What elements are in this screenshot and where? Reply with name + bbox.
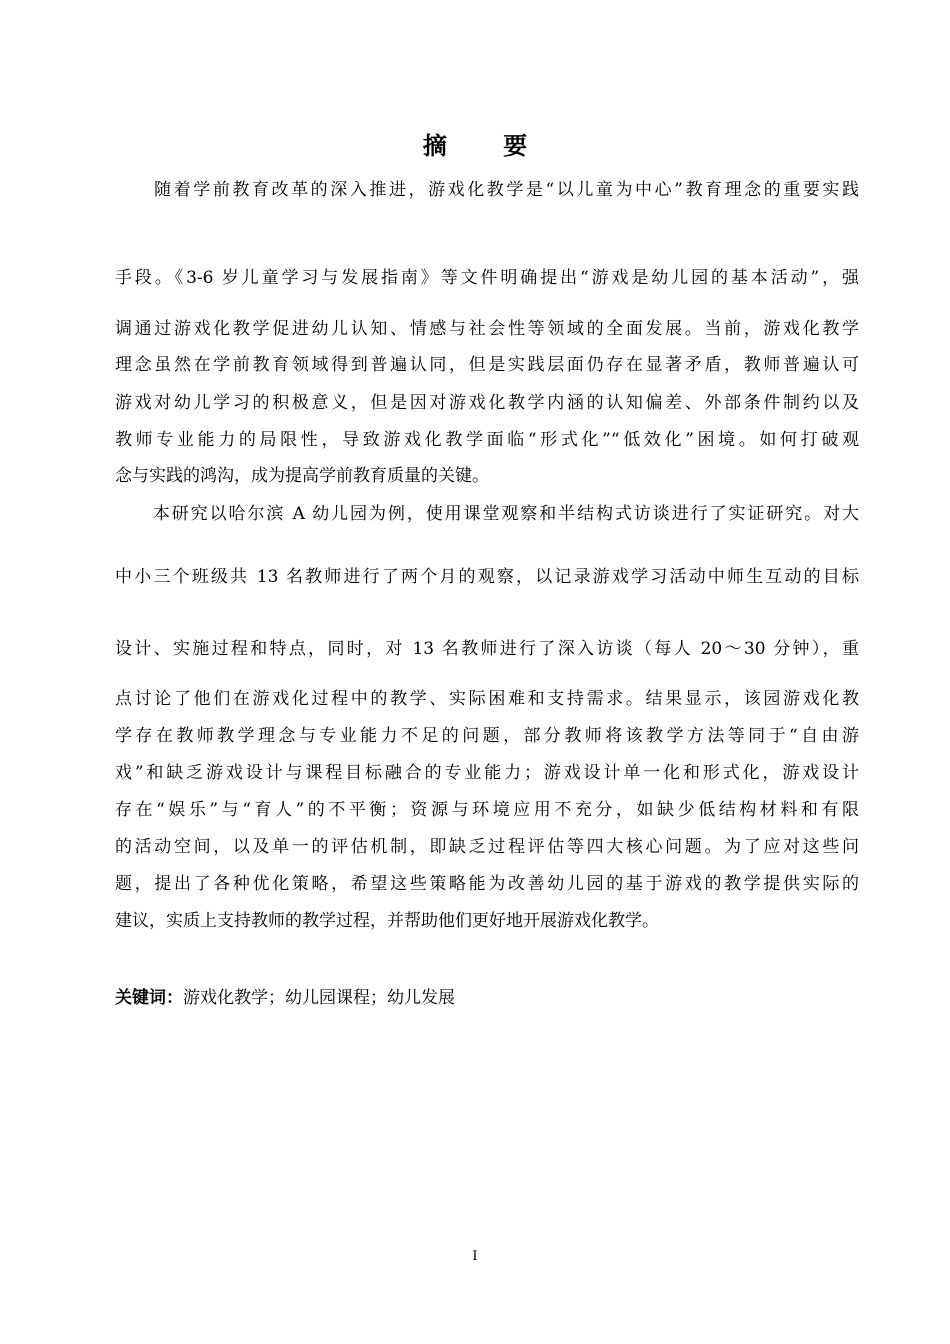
abstract-line: 理念虽然在学前教育领域得到普遍认同，但是实践层面仍存在显著矛盾，教师普遍认可: [115, 355, 859, 375]
abstract-line: 念与实践的鸿沟，成为提高学前教育质量的关键。: [115, 466, 489, 486]
abstract-line: 中小三个班级共 13 名教师进行了两个月的观察，以记录游戏学习活动中师生互动的目标: [115, 567, 859, 587]
keywords-label: 关键词：: [115, 988, 183, 1008]
abstract-line: 本研究以哈尔滨 A 幼儿园为例，使用课堂观察和半结构式访谈进行了实证研究。对大: [115, 504, 859, 524]
abstract-line: 随着学前教育改革的深入推进，游戏化教学是“以儿童为中心”教育理念的重要实践: [115, 180, 859, 200]
abstract-line: 设计、实施过程和特点，同时，对 13 名教师进行了深入访谈（每人 20～30 分钟），重: [115, 639, 859, 659]
keywords: [115, 987, 455, 1009]
abstract-line: 点讨论了他们在游戏化过程中的教学、实际困难和支持需求。结果显示，该园游戏化教: [115, 689, 859, 709]
abstract-line: 调通过游戏化教学促进幼儿认知、情感与社会性等领域的全面发展。当前，游戏化教学: [115, 319, 859, 339]
abstract-line: 题，提出了各种优化策略，希望这些策略能为改善幼儿园的基于游戏的教学提供实际的: [115, 874, 859, 894]
abstract-line: 游戏对幼儿学习的积极意义，但是因对游戏化教学内涵的认知偏差、外部条件制约以及: [115, 393, 859, 413]
abstract-line: 手段。《3-6 岁儿童学习与发展指南》等文件明确提出“游戏是幼儿园的基本活动”，强: [115, 268, 859, 288]
abstract-line: 的活动空间，以及单一的评估机制，即缺乏过程评估等四大核心问题。为了应对这些问: [115, 837, 859, 857]
abstract-line: 戏”和缺乏游戏设计与课程目标融合的专业能力；游戏设计单一化和形式化，游戏设计: [115, 763, 859, 783]
keywords-text: 游戏化教学；幼儿园课程；幼儿发展: [183, 988, 455, 1008]
abstract-line: 存在“娱乐”与“育人”的不平衡；资源与环境应用不充分，如缺少低结构材料和有限: [115, 800, 859, 820]
abstract-line: 教师专业能力的局限性，导致游戏化教学面临“形式化”“低效化”困境。如何打破观: [115, 430, 859, 450]
page-title: 摘 要: [422, 131, 552, 160]
abstract-line: 建议，实质上支持教师的教学过程，并帮助他们更好地开展游戏化教学。: [115, 911, 659, 931]
page-number: I: [472, 1249, 478, 1264]
abstract-line: 学存在教师教学理念与专业能力不足的问题，部分教师将该教学方法等同于“自由游: [115, 726, 859, 746]
